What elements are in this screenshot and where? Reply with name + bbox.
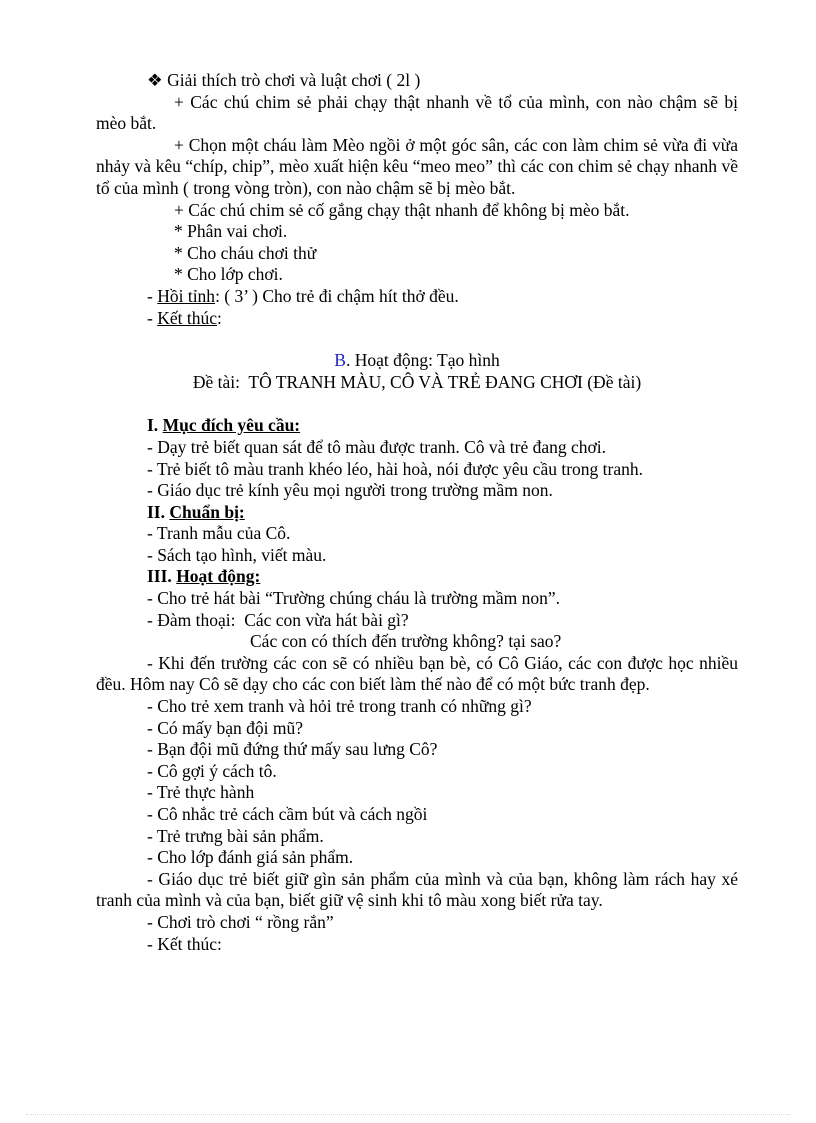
part3-item: - Bạn đội mũ đứng thứ mấy sau lưng Cô? (147, 739, 438, 760)
section-b-topic: Đề tài: TÔ TRANH MÀU, CÔ VÀ TRẺ ĐANG CHƠI (Đề tài) (192, 371, 642, 392)
rule-paragraph-2: + Chọn một cháu làm Mèo ngồi ở một góc sân, các con làm chim sẻ vừa đi vừa nhảy và kêu “chíp, chip”, mèo xuất hiện kêu “meo meo” thì các con chim sẻ chạy nhanh về tổ của mình ( trong vòng tròn), con nào chậm sẽ bị mèo bắt. (96, 134, 738, 198)
part1-item: - Giáo dục trẻ kính yêu mọi người trong trường mầm non. (147, 480, 553, 501)
ending-line: - Kết thúc: (147, 307, 222, 328)
part3-item: - Cho lớp đánh giá sản phẩm. (147, 847, 354, 868)
part2-item: - Tranh mẫu của Cô. (147, 523, 291, 544)
step-trial-play: * Cho cháu chơi thử (174, 242, 317, 263)
part3-paragraph-2: - Giáo dục trẻ biết giữ gìn sản phẩm của mình và của bạn, không làm rách hay xé tranh của mình và của bạn, biết giữ vệ sinh khi tô màu xong biết rửa tay. (96, 868, 738, 911)
part1-item: - Dạy trẻ biết quan sát để tô màu được tranh. Cô và trẻ đang chơi. (147, 436, 607, 457)
part3-paragraph-1: - Khi đến trường các con sẽ có nhiều bạn bè, có Cô Giáo, các con được học nhiều đều. Hôm nay Cô sẽ dạy cho các con biết làm thế nào để có một bức tranh đẹp. (96, 652, 738, 695)
part3-talk-2: Các con có thích đến trường không? tại sao? (250, 631, 562, 652)
part3-sing: - Cho trẻ hát bài “Trường chúng cháu là trường mầm non”. (147, 588, 560, 609)
part3-item: - Cô nhắc trẻ cách cầm bút và cách ngồi (147, 804, 428, 824)
part3-item: - Cho trẻ xem tranh và hỏi trẻ trong tranh có những gì? (147, 696, 532, 717)
part3-item: - Trẻ trưng bài sản phẩm. (147, 825, 324, 846)
part3-talk: - Đàm thoại: Các con vừa hát bài gì? (147, 609, 409, 630)
section-b-heading: B. Hoạt động: Tạo hình (334, 350, 500, 371)
part3-item: - Trẻ thực hành (147, 782, 255, 803)
part3-game: - Chơi trò chơi “ rồng rắn” (147, 911, 334, 932)
document-page (96, 70, 738, 955)
step-assign-roles: * Phân vai chơi. (174, 221, 288, 242)
part2-heading: II. Chuẩn bị: (147, 501, 245, 522)
rule-paragraph-3: + Các chú chim sẻ cố gắng chạy thật nhanh để không bị mèo bắt. (174, 199, 630, 220)
part1-item: - Trẻ biết tô màu tranh khéo léo, hài hoà, nói được yêu cầu trong tranh. (147, 458, 643, 479)
diamond-bullet-icon: ❖ (147, 70, 163, 90)
step-class-play: * Cho lớp chơi. (174, 264, 283, 285)
rule-paragraph-1: + Các chú chim sẻ phải chạy thật nhanh về tổ của mình, con nào chậm sẽ bị mèo bắt. (96, 91, 738, 134)
part1-heading: I. Mục đích yêu cầu: (147, 415, 301, 436)
part3-end: - Kết thúc: (147, 933, 222, 954)
part3-heading: III. Hoạt động: (147, 566, 261, 587)
page-bottom-divider (26, 1114, 790, 1115)
part2-item: - Sách tạo hình, viết màu. (147, 544, 327, 565)
part3-item: - Cô gợi ý cách tô. (147, 760, 277, 781)
spacer (96, 329, 738, 350)
part3-item: - Có mấy bạn đội mũ? (147, 717, 304, 738)
game-rules-heading: ❖ Giải thích trò chơi và luật chơi ( 2l ) (147, 70, 421, 90)
spacer (96, 393, 738, 415)
calm-down-line: - Hồi tỉnh: ( 3’ ) Cho trẻ đi chậm hít thở đều. (147, 285, 459, 306)
